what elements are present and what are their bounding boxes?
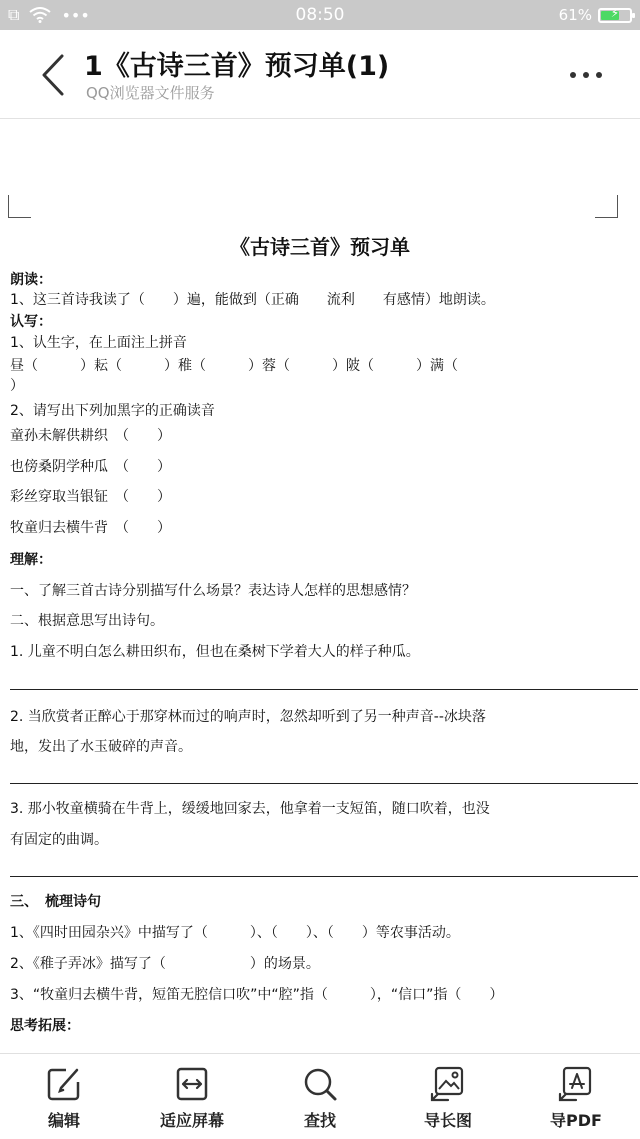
- doc-line: 一、了解三首古诗分别描写什么场景？表达诗人怎样的思想感情？: [10, 583, 416, 599]
- search-button[interactable]: [256, 1054, 384, 1139]
- status-time: 08:50: [295, 5, 345, 25]
- doc-line: 昼（ ）耘（ ）稚（ ）蓉（ ）陂（ ）满（: [10, 358, 458, 374]
- search-label: 查找: [303, 1111, 336, 1130]
- doc-line: 思考拓展：: [10, 1018, 80, 1034]
- copy-icon: ⧉: [8, 5, 20, 24]
- status-icons-right: [559, 6, 632, 24]
- doc-line: 认写：: [10, 314, 52, 330]
- battery-icon: ⚡: [598, 8, 632, 23]
- top-bar: [0, 30, 640, 119]
- doc-line: 二、根据意思写出诗句。: [10, 613, 164, 629]
- doc-line: 彩丝穿取当银钲 （ ）: [10, 489, 171, 505]
- fit-screen-label: 适应屏幕: [159, 1111, 224, 1130]
- fit-screen-button[interactable]: [128, 1054, 256, 1139]
- doc-line: 2、《稚子弄冰》描写了（ ）的场景。: [10, 956, 320, 972]
- back-arrow-icon[interactable]: [34, 50, 74, 100]
- doc-line: 地，发出了水玉破碎的声音。: [10, 739, 192, 755]
- doc-line: 朗读：: [10, 272, 52, 288]
- crop-mark-right: [595, 195, 618, 218]
- export-pdf-icon: [556, 1064, 596, 1104]
- doc-line: 1、《四时田园杂兴》中描写了（ ）、（ ）、（ ）等农事活动。: [10, 925, 460, 941]
- doc-line: 1、认生字，在上面注上拼音: [10, 335, 187, 351]
- doc-line: 也傍桑阴学种瓜 （ ）: [10, 459, 171, 475]
- export-long-image-button[interactable]: [384, 1054, 512, 1139]
- doc-line: ）: [10, 378, 24, 394]
- doc-line: 有固定的曲调。: [10, 832, 108, 848]
- export-long-image-label: 导长图: [423, 1111, 472, 1130]
- search-icon: [300, 1064, 340, 1104]
- answer-line: [10, 876, 638, 877]
- doc-line: 1、这三首诗我读了（ ）遍，能做到（正确 流利 有感情）地朗读。: [10, 292, 495, 308]
- edit-button[interactable]: [0, 1054, 128, 1139]
- document-title: 《古诗三首》预习单: [230, 235, 410, 259]
- export-pdf-button[interactable]: [512, 1054, 640, 1139]
- answer-line: [10, 689, 638, 690]
- doc-line: 2. 当欣赏者正醉心于那穿林而过的响声时，忽然却听到了另一种声音--冰块落: [10, 709, 486, 725]
- page-subtitle: QQ浏览器文件服务: [86, 84, 215, 102]
- battery-percent: 61%: [558, 6, 592, 24]
- more-notifications-icon: •••: [61, 5, 90, 25]
- bottom-toolbar: [0, 1053, 640, 1139]
- doc-line: 3、“牧童归去横牛背，短笛无腔信口吹”中“腔”指（ ），“信口”指（ ）: [10, 987, 504, 1003]
- document-viewer[interactable]: [0, 119, 640, 1053]
- fit-screen-icon: [172, 1064, 212, 1104]
- export-pdf-label: 导PDF: [550, 1111, 602, 1130]
- answer-line: [10, 783, 638, 784]
- doc-line: 牧童归去横牛背 （ ）: [10, 520, 171, 536]
- export-image-icon: [428, 1064, 468, 1104]
- edit-label: 编辑: [47, 1111, 80, 1130]
- doc-line: 2、请写出下列加黑字的正确读音: [10, 403, 215, 419]
- more-options-icon[interactable]: [570, 60, 610, 90]
- status-bar: [0, 0, 640, 30]
- edit-icon: [44, 1064, 84, 1104]
- doc-line: 3. 那小牧童横骑在牛背上，缓缓地回家去，他拿着一支短笛，随口吹着，也没: [10, 801, 490, 817]
- page-title: 1《古诗三首》预习单(1): [84, 51, 390, 82]
- crop-mark-left: [8, 195, 31, 218]
- doc-line: 理解：: [10, 552, 52, 568]
- doc-line: 童孙未解供耕织 （ ）: [10, 428, 171, 444]
- doc-line: 1. 儿童不明白怎么耕田织布，但也在桑树下学着大人的样子种瓜。: [10, 644, 420, 660]
- doc-line: 三、 梳理诗句: [10, 894, 101, 910]
